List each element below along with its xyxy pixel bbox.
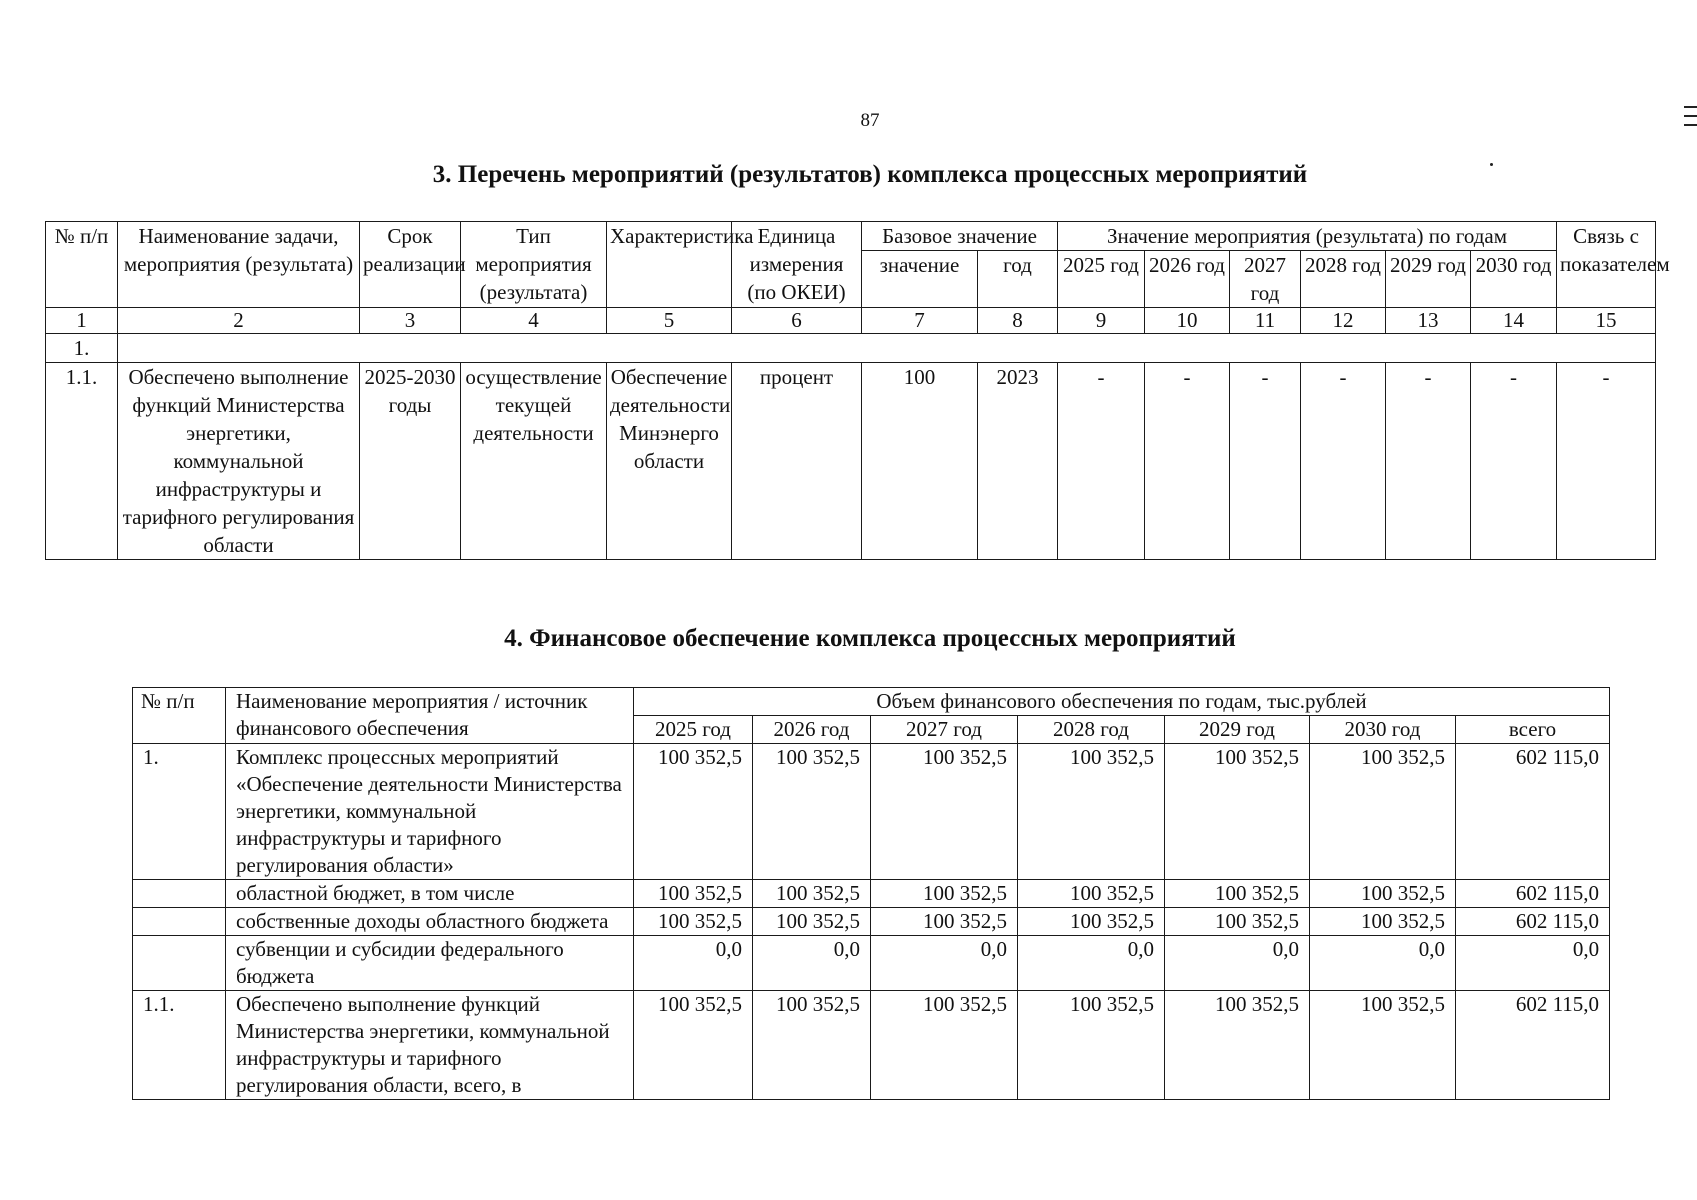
fin-row-value: 100 352,5 <box>871 744 1018 880</box>
header-year: 2025 год <box>1058 251 1145 308</box>
fin-row-name: субвенции и субсидии федерального бюджета <box>226 936 634 991</box>
table-row <box>133 908 1610 936</box>
header-values-by-year: Значение мероприятия (результата) по годам <box>1058 222 1557 251</box>
column-number: 4 <box>461 308 607 334</box>
fin-row-value: 100 352,5 <box>1018 744 1165 880</box>
task-text <box>118 334 1656 363</box>
fin-header-name: Наименование мероприятия / источник финансового обеспечения <box>226 688 634 744</box>
row-base-year: 2023 <box>978 363 1058 560</box>
header-link: Связь с показателем <box>1557 222 1656 308</box>
fin-row-num <box>133 936 226 991</box>
fin-row-value: 0,0 <box>1310 936 1456 991</box>
fin-header-volume-group: Объем финансового обеспечения по годам, тыс.рублей <box>634 688 1610 716</box>
fin-row-value: 100 352,5 <box>871 880 1018 908</box>
fin-row-value: 100 352,5 <box>753 744 871 880</box>
row-year-value: - <box>1145 363 1230 560</box>
fin-row-value: 100 352,5 <box>1018 991 1165 1100</box>
fin-header-year: 2027 год <box>871 716 1018 744</box>
column-number: 14 <box>1471 308 1557 334</box>
column-number: 13 <box>1386 308 1471 334</box>
header-num: № п/п <box>46 222 118 308</box>
column-number: 6 <box>732 308 862 334</box>
column-number: 3 <box>360 308 461 334</box>
fin-row-num: 1.1. <box>133 991 226 1100</box>
column-number: 12 <box>1301 308 1386 334</box>
fin-row-value: 100 352,5 <box>871 991 1018 1100</box>
fin-row-value: 100 352,5 <box>871 908 1018 936</box>
fin-row-total: 0,0 <box>1456 936 1610 991</box>
column-number: 1 <box>46 308 118 334</box>
fin-row-value: 100 352,5 <box>1165 880 1310 908</box>
column-number: 8 <box>978 308 1058 334</box>
column-number: 9 <box>1058 308 1145 334</box>
column-number: 2 <box>118 308 360 334</box>
fin-row-value: 100 352,5 <box>634 991 753 1100</box>
fin-row-name: собственные доходы областного бюджета <box>226 908 634 936</box>
fin-header-year: 2025 год <box>634 716 753 744</box>
fin-row-value: 100 352,5 <box>1165 991 1310 1100</box>
fin-header-year: 2026 год <box>753 716 871 744</box>
table-row <box>133 880 1610 908</box>
header-year: 2027 год <box>1230 251 1301 308</box>
row-term: 2025-2030 годы <box>360 363 461 560</box>
fin-row-name: областной бюджет, в том числе <box>226 880 634 908</box>
row-name: Обеспечено выполнение функций Министерства энергетики, коммунальной инфраструктуры и тарифного регулирования области <box>118 363 360 560</box>
header-name: Наименование задачи, мероприятия (результата) <box>118 222 360 308</box>
fin-header-year: 2028 год <box>1018 716 1165 744</box>
header-base-year: год <box>978 251 1058 308</box>
table-row <box>133 991 1610 1100</box>
fin-header-year: 2030 год <box>1310 716 1456 744</box>
fin-row-value: 100 352,5 <box>753 880 871 908</box>
column-number: 7 <box>862 308 978 334</box>
column-number: 15 <box>1557 308 1656 334</box>
header-term: Срок реализации <box>360 222 461 308</box>
page-number: 87 <box>860 110 880 131</box>
task-row <box>46 334 1656 363</box>
fin-row-value: 100 352,5 <box>753 991 871 1100</box>
fin-row-num <box>133 908 226 936</box>
fin-row-total: 602 115,0 <box>1456 908 1610 936</box>
fin-row-value: 100 352,5 <box>634 744 753 880</box>
fin-row-value: 100 352,5 <box>1310 744 1456 880</box>
fin-row-value: 100 352,5 <box>1165 744 1310 880</box>
header-year: 2026 год <box>1145 251 1230 308</box>
fin-header-num: № п/п <box>133 688 226 744</box>
header-base-value: значение <box>862 251 978 308</box>
column-number: 11 <box>1230 308 1301 334</box>
header-year: 2029 год <box>1386 251 1471 308</box>
row-year-value: - <box>1301 363 1386 560</box>
row-unit: процент <box>732 363 862 560</box>
header-base-value-group: Базовое значение <box>862 222 1058 251</box>
column-number: 10 <box>1145 308 1230 334</box>
row-year-value: - <box>1471 363 1557 560</box>
fin-row-value: 0,0 <box>1018 936 1165 991</box>
header-year: 2028 год <box>1301 251 1386 308</box>
fin-row-total: 602 115,0 <box>1456 991 1610 1100</box>
fin-row-value: 100 352,5 <box>1310 991 1456 1100</box>
row-year-value: - <box>1386 363 1471 560</box>
fin-row-value: 100 352,5 <box>1165 908 1310 936</box>
row-year-value: - <box>1230 363 1301 560</box>
fin-row-value: 100 352,5 <box>634 880 753 908</box>
fin-row-num <box>133 880 226 908</box>
fin-row-value: 0,0 <box>753 936 871 991</box>
row-base-value: 100 <box>862 363 978 560</box>
fin-row-value: 0,0 <box>1165 936 1310 991</box>
column-number: 5 <box>607 308 732 334</box>
fin-header-year: 2029 год <box>1165 716 1310 744</box>
header-characteristic: Характеристика <box>607 222 732 308</box>
fin-row-value: 100 352,5 <box>753 908 871 936</box>
fin-row-num: 1. <box>133 744 226 880</box>
row-year-value: - <box>1058 363 1145 560</box>
section4-title: 4. Финансовое обеспечение комплекса процессных мероприятий <box>504 625 1236 652</box>
fin-row-value: 100 352,5 <box>1310 880 1456 908</box>
fin-row-value: 100 352,5 <box>1018 908 1165 936</box>
fin-row-value: 100 352,5 <box>1018 880 1165 908</box>
fin-row-name: Комплекс процессных мероприятий «Обеспечение деятельности Министерства энергетики, коммунальной инфраструктуры и тарифного регулирования области» <box>226 744 634 880</box>
fin-header-total: всего <box>1456 716 1610 744</box>
fin-row-total: 602 115,0 <box>1456 880 1610 908</box>
header-year: 2030 год <box>1471 251 1557 308</box>
header-type: Тип мероприятия (результата) <box>461 222 607 308</box>
header-unit: Единица измерения (по ОКЕИ) <box>732 222 862 308</box>
section3-title: 3. Перечень мероприятий (результатов) комплекса процессных мероприятий <box>432 161 1308 188</box>
fin-row-value: 100 352,5 <box>634 908 753 936</box>
measures-table <box>45 221 1670 560</box>
table-row <box>46 363 1656 560</box>
table-row <box>133 744 1610 880</box>
row-characteristic: Обеспечение деятельности Минэнерго области <box>607 363 732 560</box>
task-num: 1. <box>46 334 118 363</box>
table-row <box>133 936 1610 991</box>
margin-mark <box>1684 106 1697 133</box>
row-link: - <box>1557 363 1656 560</box>
fin-row-value: 0,0 <box>871 936 1018 991</box>
column-number-row <box>46 308 1656 334</box>
financing-table <box>132 687 1610 1100</box>
fin-row-total: 602 115,0 <box>1456 744 1610 880</box>
fin-row-name: Обеспечено выполнение функций Министерства энергетики, коммунальной инфраструктуры и тарифного регулирования области, всего, в <box>226 991 634 1100</box>
fin-row-value: 100 352,5 <box>1310 908 1456 936</box>
row-type: осуществление текущей деятельности <box>461 363 607 560</box>
fin-row-value: 0,0 <box>634 936 753 991</box>
row-num: 1.1. <box>46 363 118 560</box>
